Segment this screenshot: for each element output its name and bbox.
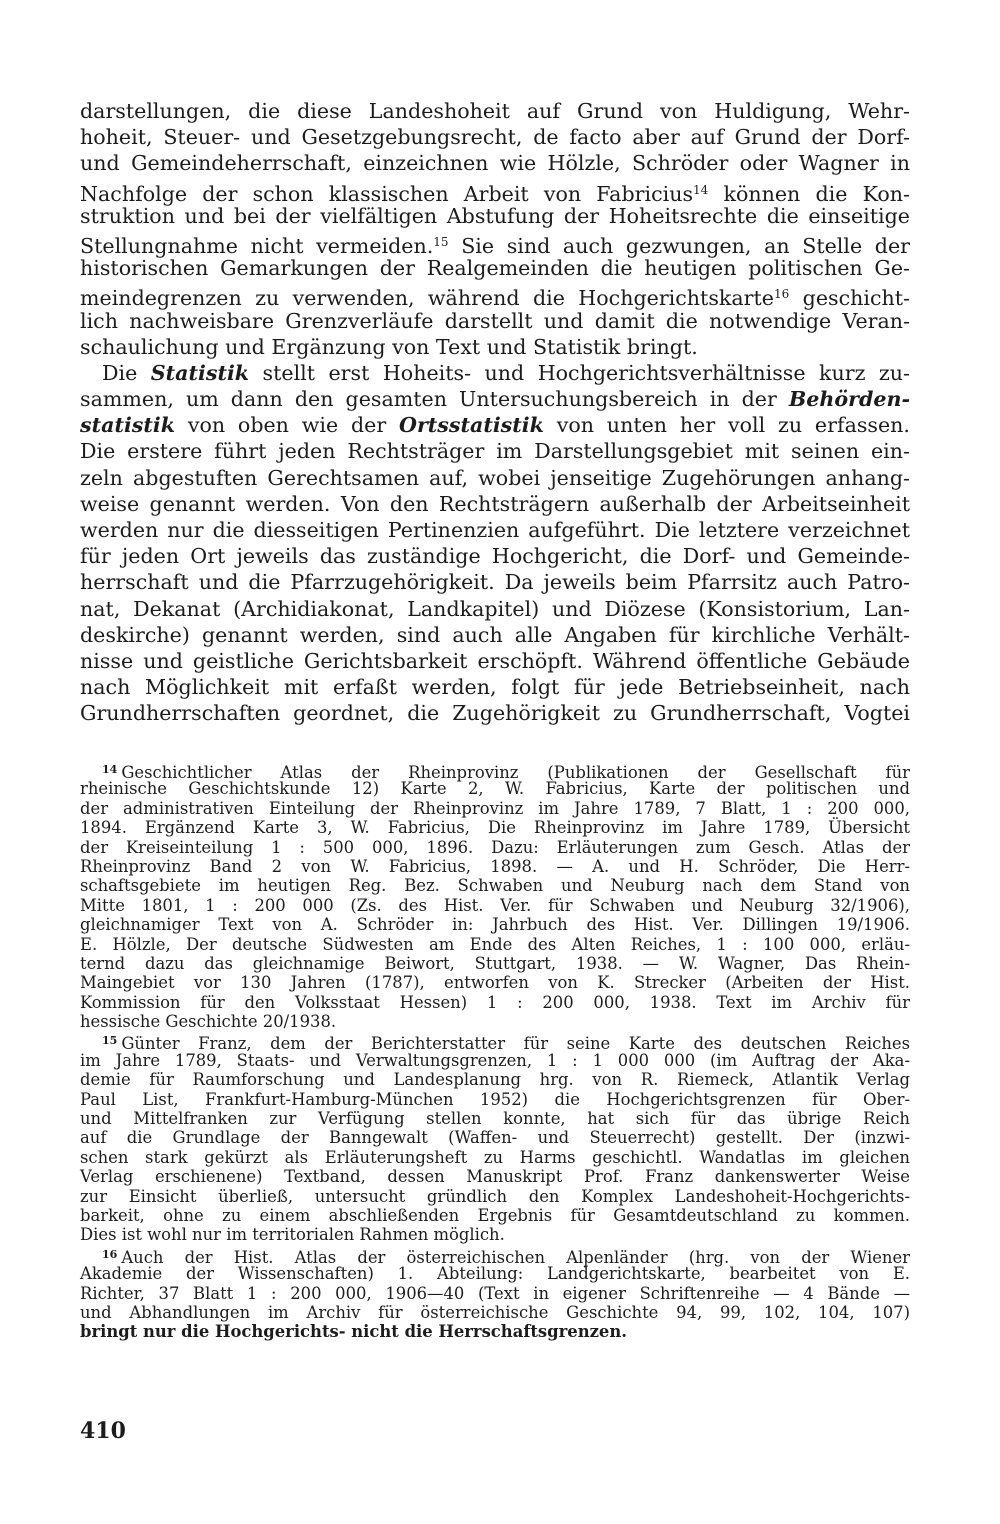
- footnote-14-line: E. Hölzle, Der deutsche Südwesten am Ende des Alten Reiches, 1 : 100 000, erläu-: [80, 934, 910, 954]
- page-number: 410: [80, 1418, 126, 1444]
- text-line: struktion und bei der vielfältigen Abstufung der Hoheitsrechte die einseitige: [80, 203, 910, 228]
- footnote-14-line: hessische Geschichte 20/1938.: [80, 1012, 337, 1032]
- footnote-15-line: barkeit, ohne zu einem abschließenden Ergebnis für Gesamtdeutschland zu kommen.: [80, 1205, 910, 1225]
- text-fragment: Stellungnahme nicht vermeiden.: [80, 233, 434, 258]
- text-fragment: geschicht-: [802, 286, 910, 311]
- text-line: darstellungen, die diese Landeshoheit auf Grund von Huldigung, Wehr-: [80, 99, 910, 123]
- text-fragment: von unten her voll zu erfassen.: [556, 413, 910, 438]
- text-line: nat, Dekanat (Archidiakonat, Landkapitel) und Diözese (Konsistorium, Lan-: [80, 596, 910, 621]
- footnote-14-line: der administrativen Einteilung der Rheinprovinz im Jahre 1789, 7 Blatt, 1 : 200 000,: [80, 798, 910, 818]
- text-line: lich nachweisbare Grenzverläufe darstellt und damit die notwendige Veran-: [80, 308, 910, 333]
- text-fragment: Die: [102, 360, 138, 385]
- footnote-number-15: 15: [102, 1034, 118, 1048]
- footnote-14-line: der Kreiseinteilung 1 : 500 000, 1896. Dazu: Erläuterungen zum Gesch. Atlas der: [80, 837, 910, 857]
- footnote-text: Günter Franz, dem der Berichterstatter für seine Karte des deutschen Reiches: [121, 1034, 910, 1054]
- text-line: weise genannt werden. Von den Rechtsträgern außerhalb der Arbeitseinheit: [80, 491, 910, 516]
- text-line: Die erstere führt jeden Rechtsträger im Darstellungsgebiet mit seinen ein-: [80, 439, 910, 464]
- footnote-14-line: 1894. Ergänzend Karte 3, W. Fabricius, Die Rheinprovinz im Jahre 1789, Übersicht: [80, 818, 910, 838]
- text-line: deskirche) genannt werden, sind auch alle Angaben für kirchliche Verhält-: [80, 622, 910, 647]
- footnote-15-line: [80, 1031, 910, 1054]
- text-line: werden nur die diesseitigen Pertinenzien aufgeführt. Die letztere verzeichnet: [80, 518, 910, 542]
- footnote-14-line: Rheinprovinz Band 2 von W. Fabricius, 1898. — A. und H. Schröder, Die Herr-: [80, 856, 910, 876]
- footnote-14-line: gleichnamiger Text von A. Schröder in: Jahrbuch des Hist. Ver. Dillingen 19/1906.: [80, 915, 910, 935]
- footnote-15-line: schen stark gekürzt als Erläuterungsheft zu Harms geschichtl. Wandatlas im gleichen: [80, 1147, 910, 1167]
- footnote-16-line: und Abhandlungen im Archiv für österreichische Geschichte 94, 99, 102, 104, 107): [80, 1302, 910, 1322]
- text-line: [80, 177, 911, 206]
- text-line: nach Möglichkeit mit erfaßt werden, folgt für jede Betriebseinheit, nach: [80, 675, 910, 700]
- text-fragment: stellt erst Hoheits- und Hochgerichtsverhältnisse kurz zu-: [262, 360, 911, 385]
- footnote-15-line: und Mittelfranken zur Verfügung stellen konnte, hat sich für das übrige Reich: [80, 1109, 910, 1129]
- text-fragment: Nachfolge der schon klassischen Arbeit von Fabricius: [80, 181, 694, 206]
- text-line: hoheit, Steuer- und Gesetzgebungsrecht, de facto aber auf Grund der Dorf-: [80, 125, 910, 150]
- emphasis-statistik-2: statistik: [80, 413, 175, 438]
- text-line: nisse und geistliche Gerichtsbarkeit erschöpft. Während öffentliche Gebäude: [80, 648, 910, 673]
- footnote-ref-15[interactable]: 15: [433, 234, 449, 249]
- text-fragment: meindegrenzen zu verwenden, während die Hochgerichtskarte: [80, 286, 774, 311]
- book-page: [80, 0, 910, 1524]
- text-line: herrschaft und die Pfarrzugehörigkeit. Da jeweils beim Pfarrsitz auch Patro-: [80, 570, 910, 595]
- main-text: [80, 98, 910, 727]
- text-line: [80, 281, 910, 311]
- footnote-16-line: bringt nur die Hochgerichts- nicht die Herrschaftsgrenzen.: [80, 1322, 627, 1342]
- text-line: historischen Gemarkungen der Realgemeinden die heutigen politischen Ge-: [80, 256, 910, 281]
- footnote-14-line: schaftsgebiete im heutigen Reg. Bez. Schwaben und Neuburg nach dem Stand von: [80, 876, 910, 896]
- footnote-14-line: Maingebiet vor 130 Jahren (1787), entworfen von K. Strecker (Arbeiten der Hist.: [80, 973, 910, 993]
- footnote-14-line: Mitte 1801, 1 : 200 000 (Zs. des Hist. Ver. für Schwaben und Neuburg 32/1906),: [80, 895, 910, 915]
- footnote-16-line: Akademie der Wissenschaften) 1. Abteilung: Landgerichtskarte, bearbeitet von E.: [80, 1264, 910, 1284]
- footnote-number-14: 14: [102, 763, 118, 776]
- footnote-15-line: zur Einsicht überließ, untersucht gründlich den Komplex Landeshoheit-Hochgerichts-: [80, 1186, 910, 1206]
- emphasis-statistik: Statistik: [150, 360, 250, 385]
- text-fragment: von oben wie der: [187, 413, 387, 438]
- footnote-15-line: Paul List, Frankfurt-Hamburg-München 1952) die Hochgerichtsgrenzen für Ober-: [80, 1089, 910, 1109]
- footnote-14-line: ternd dazu das gleichnamige Beiwort, Stuttgart, 1938. — W. Wagner, Das Rhein-: [80, 953, 910, 973]
- footnotes: [80, 760, 910, 1342]
- emphasis-ortsstatistik: Ortsstatistik: [399, 413, 544, 438]
- footnote-ref-16[interactable]: 16: [773, 287, 790, 302]
- footnote-16-line: [80, 1245, 910, 1267]
- footnote-15-line: Dies ist wohl nur im territorialen Rahmen möglich.: [80, 1225, 505, 1245]
- footnote-14-line: rheinische Geschichtskunde 12) Karte 2, W. Fabricius, Karte der politischen und: [80, 779, 910, 799]
- text-line: [80, 229, 910, 258]
- text-line: [80, 386, 910, 412]
- footnote-15-line: demie für Raumforschung und Landesplanung hrg. von R. Riemeck, Atlantik Verlag: [80, 1070, 910, 1090]
- text-line: [80, 360, 910, 386]
- text-fragment: Sie sind auch gezwungen, an Stelle der: [461, 233, 910, 258]
- text-line: und Gemeindeherrschaft, einzeichnen wie Hölzle, Schröder oder Wagner in: [80, 151, 910, 176]
- text-fragment: können die Kon-: [723, 181, 911, 206]
- footnote-number-16: 16: [102, 1247, 118, 1261]
- footnote-15-line: auf die Grundlage der Banngewalt (Waffen- und Steuerrecht) gestellt. Der (inzwi-: [80, 1128, 910, 1148]
- footnote-text: Geschichtlicher Atlas der Rheinprovinz (Publikationen der Gesellschaft für: [121, 763, 910, 782]
- text-line: [80, 412, 910, 438]
- footnote-14-line: [80, 760, 910, 782]
- footnote-text: Auch der Hist. Atlas der österreichischen Alpenländer (hrg. von der Wiener: [121, 1247, 910, 1267]
- footnote-15-line: Verlag erschienene) Textband, dessen Manuskript Prof. Franz dankenswerter Weise: [80, 1167, 910, 1187]
- emphasis-behoerden: Behörden-: [788, 387, 910, 412]
- text-line: Grundherrschaften geordnet, die Zugehörigkeit zu Grundherrschaft, Vogtei: [80, 701, 910, 726]
- footnote-16-line: Richter, 37 Blatt 1 : 200 000, 1906—40 (Text in eigener Schriftenreihe — 4 Bände —: [80, 1283, 910, 1303]
- text-fragment: sammen, um dann den gesamten Untersuchungsbereich in der: [80, 387, 777, 412]
- text-line: schaulichung und Ergänzung von Text und Statistik bringt.: [80, 334, 698, 359]
- footnote-ref-14[interactable]: 14: [693, 182, 709, 197]
- footnote-15-line: im Jahre 1789, Staats- und Verwaltungsgrenzen, 1 : 1 000 000 (im Auftrag der Aka-: [80, 1050, 910, 1070]
- text-line: zeln abgestuften Gerechtsamen auf, wobei jenseitige Zugehörungen anhang-: [80, 465, 910, 490]
- text-line: für jeden Ort jeweils das zuständige Hochgericht, die Dorf- und Gemeinde-: [80, 544, 910, 569]
- footnote-14-line: Kommission für den Volksstaat Hessen) 1 : 200 000, 1938. Text im Archiv für: [80, 992, 910, 1012]
